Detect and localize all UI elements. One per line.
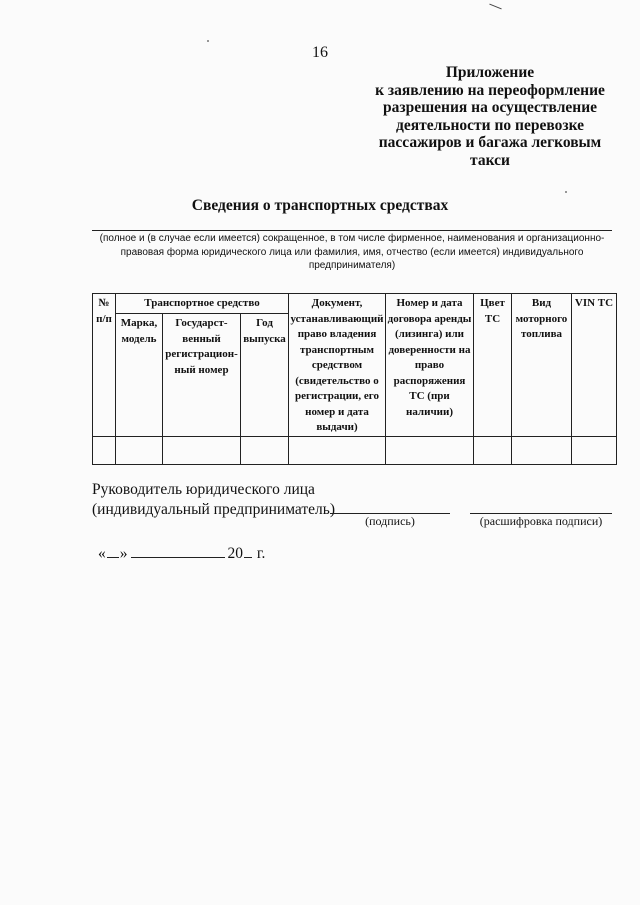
appendix-line: разрешения на осуществление: [382, 99, 598, 116]
appendix-line: такси: [470, 151, 510, 169]
table-cell[interactable]: [163, 436, 241, 464]
date-quote-close: »: [119, 545, 128, 562]
header-registration-number: Государст-венный регистрацион-ный номер: [163, 314, 241, 436]
appendix-heading: [360, 64, 620, 169]
appendix-line: пассажиров и багажа легковым: [378, 134, 602, 151]
date-line: [98, 543, 265, 563]
header-fuel-type: Вид моторного топлива: [512, 294, 572, 437]
date-day-blank[interactable]: [107, 543, 119, 558]
table-cell[interactable]: [572, 436, 617, 464]
date-year-suffix: г.: [253, 545, 266, 562]
appendix-line: к заявлению на переоформление: [375, 81, 605, 99]
header-num: № п/п: [93, 294, 116, 437]
header-year: Год выпуска: [241, 314, 289, 436]
appendix-line: деятельности по перевозке: [395, 116, 584, 134]
organization-name-line: [92, 230, 612, 231]
document-title: Сведения о транспортных средствах: [191, 197, 449, 214]
organization-name-caption: (полное и (в случае если имеется) сокращенное, в том числе фирменное, наименования и организационно-правовая форма юридического лица или фамилия, имя, отчество (если имеется) индивидуального предпринимателя): [99, 233, 605, 271]
signature-label-line: Руководитель юридического лица: [92, 481, 315, 498]
table-cell[interactable]: [241, 436, 289, 464]
header-brand-model: Марка, модель: [116, 314, 163, 436]
header-ownership-document: Документ, устанавливающий право владения транспортным средством (свидетельство о регистрации, его номер и дата выдачи): [289, 294, 386, 437]
header-lease-contract: Номер и дата договора аренды (лизинга) или доверенности на право распоряжения ТС (при наличии): [386, 294, 474, 437]
table-cell[interactable]: [93, 436, 116, 464]
table-cell[interactable]: [512, 436, 572, 464]
header-vin: VIN ТС: [572, 294, 617, 437]
scan-artifact: [489, 4, 501, 10]
scan-speck: [565, 191, 567, 193]
header-vehicle: Транспортное средство: [116, 294, 289, 314]
date-year-prefix: 20: [227, 545, 243, 562]
page-number: 16: [312, 44, 328, 61]
head-signature-label: [92, 480, 335, 520]
appendix-line: Приложение: [445, 64, 535, 81]
signature-caption: (подпись): [365, 514, 415, 528]
table-cell[interactable]: [289, 436, 386, 464]
signature-decode-caption: (расшифровка подписи): [479, 514, 603, 528]
date-year-blank[interactable]: [244, 543, 252, 558]
scan-speck: [207, 40, 209, 42]
header-color: Цвет ТС: [474, 294, 512, 437]
table-cell[interactable]: [116, 436, 163, 464]
table-row: [93, 436, 617, 464]
date-quote-open: «: [98, 545, 106, 562]
date-month-blank[interactable]: [131, 543, 225, 558]
table-cell[interactable]: [474, 436, 512, 464]
vehicles-table: [92, 293, 617, 465]
signature-label-line: (индивидуальный предприниматель): [92, 501, 336, 518]
table-cell[interactable]: [386, 436, 474, 464]
